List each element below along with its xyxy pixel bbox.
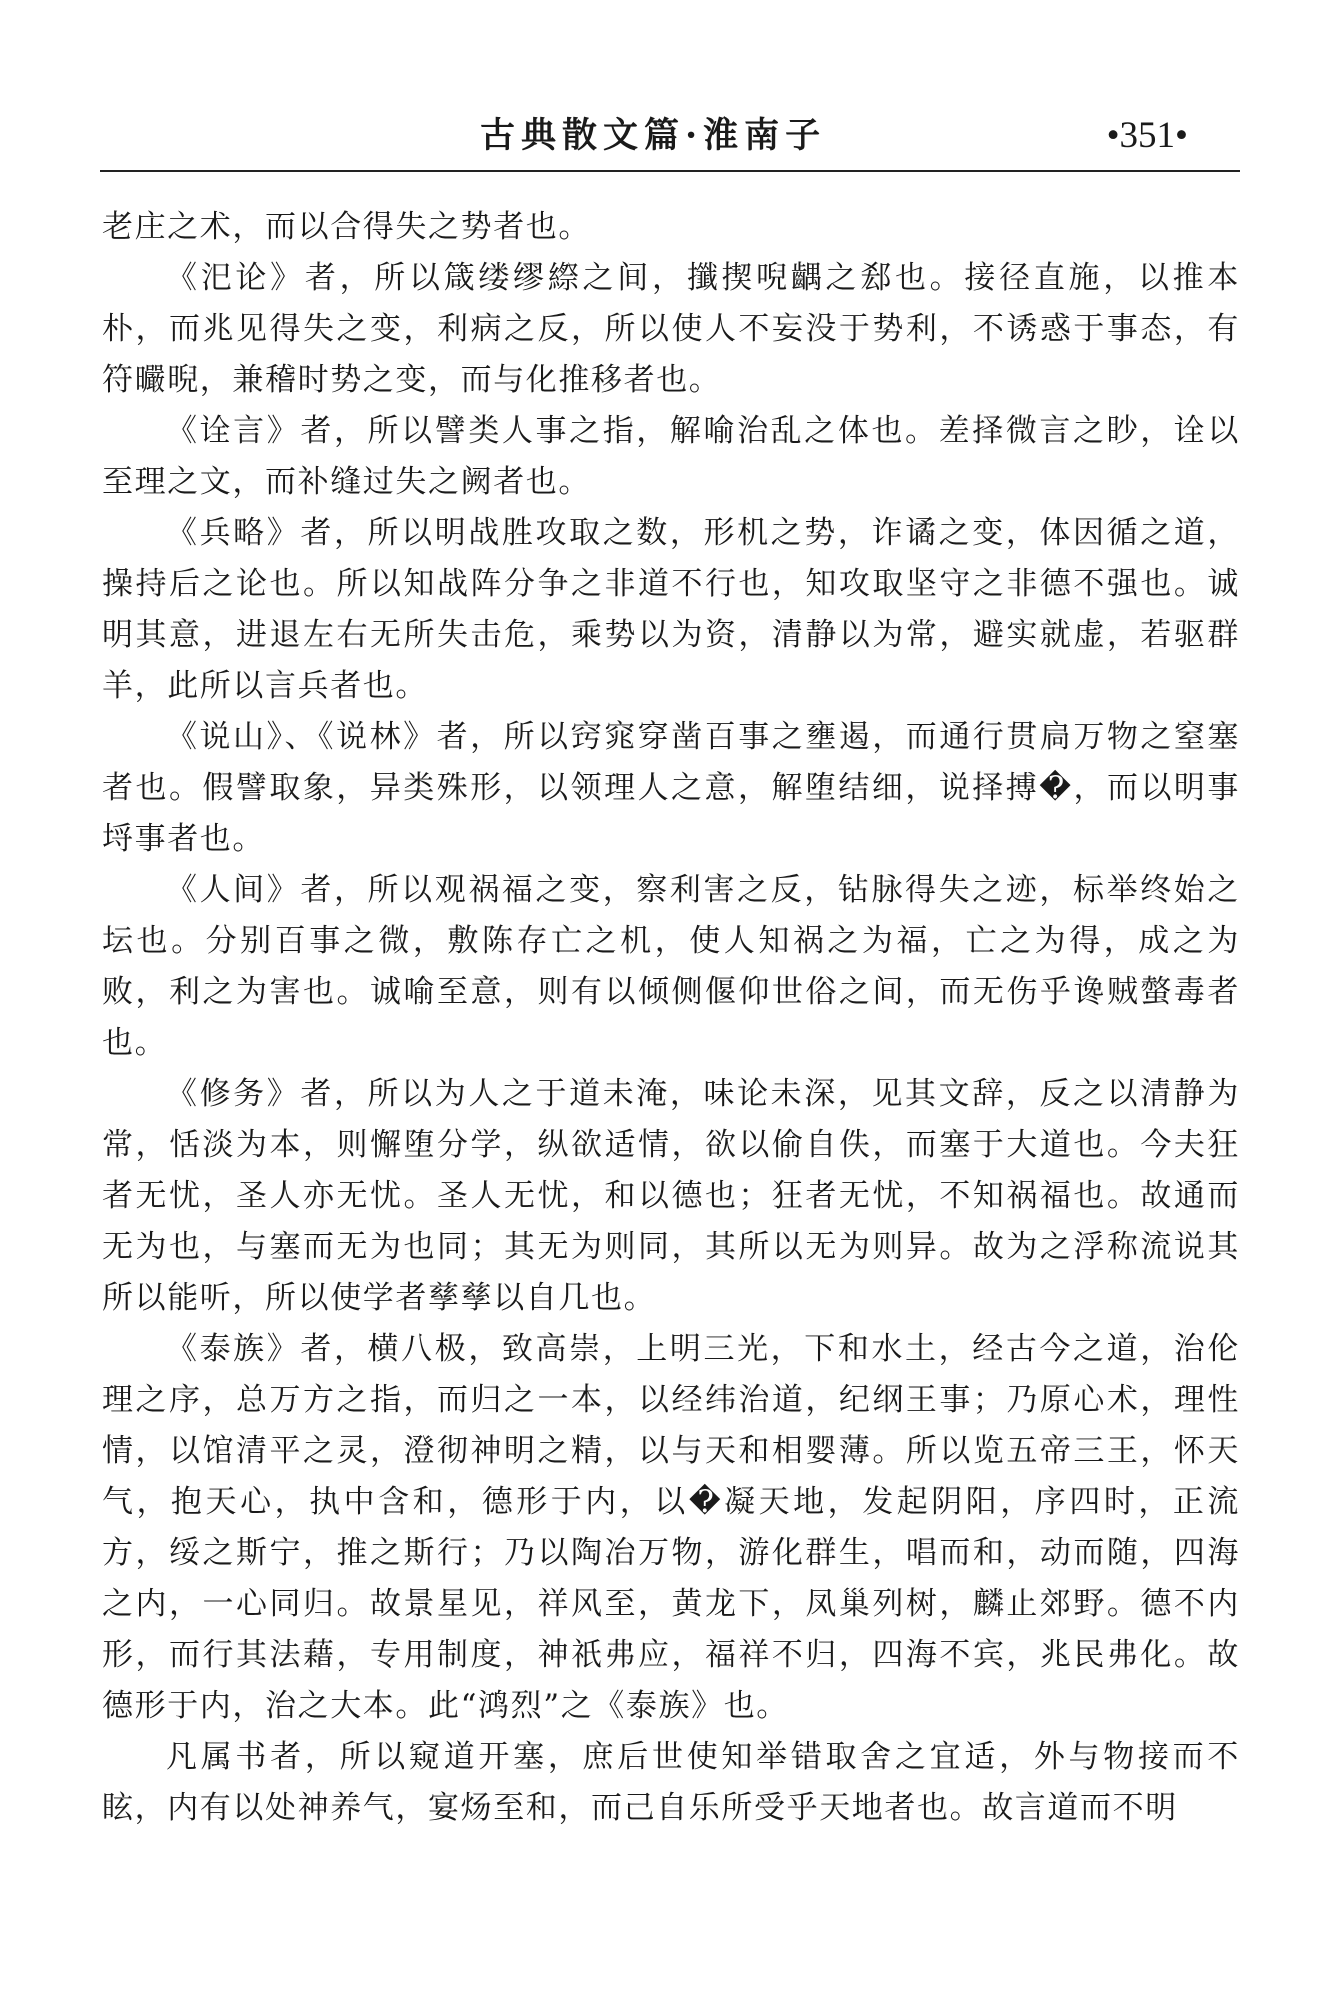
paragraph-xiuwu: 《修务》者，所以为人之于道未淹，味论未深，见其文辞，反之以清静为常，恬淡为本，则懈堕分学，纵欲适情，欲以偷自佚，而塞于大道也。今夫狂者无忧，圣人亦无忧。圣人无忧，和以德也；狂者无忧，不知祸福也。故通而无为也，与塞而无为也同；其无为则同，其所以无为则异。故为之浮称流说其所以能听，所以使学者孳孳以自几也。 (102, 1076, 1240, 1316)
body-text (102, 202, 1240, 1834)
paragraph-fanlun: 《汜论》者，所以箴缕缪縩之间，攕揳唲齵之郄也。接径直施，以推本朴，而兆见得失之变，利病之反，所以使人不妄没于势利，不诱惑于事态，有符曮晲，兼稽时势之变，而与化推移者也。 (102, 260, 1240, 398)
header-title: 古典散文篇·淮南子 (480, 115, 827, 156)
paragraph-continuation: 老庄之术，而以合得失之势者也。 (102, 209, 591, 245)
page-number: •351• (1106, 115, 1188, 156)
paragraph-binglue: 《兵略》者，所以明战胜攻取之数，形机之势，诈谲之变，体因循之道，操持后之论也。所以知战阵分争之非道不行也，知攻取坚守之非德不强也。诚明其意，进退左右无所失击危，乘势以为资，清静以为常，避实就虚，若驱群羊，此所以言兵者也。 (102, 515, 1240, 704)
header-divider (100, 170, 1240, 172)
running-header (100, 108, 1240, 170)
paragraph-renjian: 《人间》者，所以观祸福之变，察利害之反，钻脉得失之迹，标举终始之坛也。分别百事之微，敷陈存亡之机，使人知祸之为福，亡之为得，成之为败，利之为害也。诚喻至意，则有以倾侧偃仰世俗之间，而无伤乎谗贼螫毒者也。 (102, 872, 1240, 1061)
paragraph-taizu: 《泰族》者，横八极，致高崇，上明三光，下和水土，经古今之道，治伦理之序，总万方之指，而归之一本，以经纬治道，纪纲王事；乃原心术，理性情，以馆清平之灵，澄彻神明之精，以与天和相婴薄。所以览五帝三王，怀天气，抱天心，执中含和，德形于内，以�凝天地，发起阴阳，序四时，正流方，绥之斯宁，推之斯行；乃以陶冶万物，游化群生，唱而和，动而随，四海之内，一心同归。故景星见，祥风至，黄龙下，凤巢列树，麟止郊野。德不内形，而行其法藉，专用制度，神祇弗应，福祥不归，四海不宾，兆民弗化。故德形于内，治之大本。此“鸿烈”之《泰族》也。 (102, 1331, 1240, 1724)
paragraph-fanshushu: 凡属书者，所以窥道开塞，庶后世使知举错取舍之宜适，外与物接而不眩，内有以处神养气，宴炀至和，而己自乐所受乎天地者也。故言道而不明 (102, 1739, 1240, 1826)
paragraph-shuoshan-shuolin: 《说山》、《说林》者，所以窍窕穿凿百事之壅遏，而通行贯扃万物之窒塞者也。假譬取象，异类殊形，以领理人之意，解堕结细，说择搏�，而以明事埒事者也。 (102, 719, 1240, 857)
paragraph-quanyan: 《诠言》者，所以譬类人事之指，解喻治乱之体也。差择微言之眇，诠以至理之文，而补缝过失之阙者也。 (102, 413, 1240, 500)
